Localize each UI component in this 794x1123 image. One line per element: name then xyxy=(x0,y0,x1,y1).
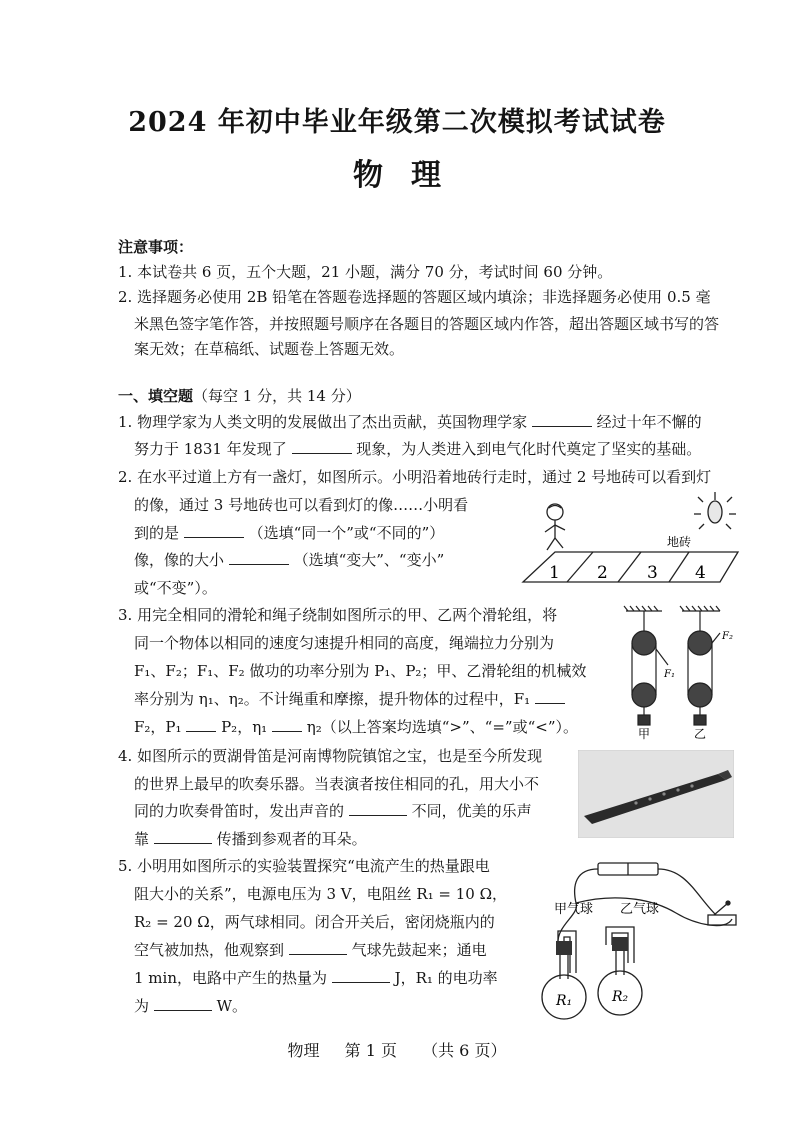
q4-line-2: 的世界上最早的吹奏乐器。当表演者按住相同的孔，用大小不 xyxy=(134,775,540,793)
q4-text: 不同，优美的乐声 xyxy=(411,802,532,820)
tile-number-1: 1 xyxy=(549,563,560,583)
q5-text: 气球先鼓起来；通电 xyxy=(351,941,487,959)
footer-subject: 物理 xyxy=(287,1041,320,1060)
note-item-2-end: 案无效；在草稿纸、试题卷上答题无效。 xyxy=(134,340,405,358)
q2-line-2: 的像，通过 3 号地砖也可以看到灯的像……小明看 xyxy=(134,496,469,514)
note-item-2-cont: 米黑色签字笔作答，并按照题号顺序在各题目的答题区域内作答，超出答题区域书写的答 xyxy=(134,315,720,333)
q3-text: P₂，η₁ xyxy=(221,718,268,736)
q2-blank-1[interactable] xyxy=(184,519,244,538)
q4-text: 同的力吹奏骨笛时，发出声音的 xyxy=(134,802,345,820)
footer-total-pages: （共 6 页） xyxy=(422,1041,507,1060)
q2-text: 到的是 xyxy=(134,524,180,542)
q5-text: W。 xyxy=(216,997,247,1015)
f2-label: F₂ xyxy=(722,631,733,642)
tile-number-4: 4 xyxy=(695,563,706,583)
note-item-1: 1. 本试卷共 6 页，五个大题，21 小题，满分 70 分，考试时间 60 分钟。 xyxy=(118,263,613,281)
q2-blank-2[interactable] xyxy=(229,546,289,565)
q3-line-5 xyxy=(134,713,578,742)
q4-line-1: 4. 如图所示的贾湖骨笛是河南博物院镇馆之宝，也是至今所发现 xyxy=(118,747,543,765)
q4-blank-1[interactable] xyxy=(349,797,407,816)
q4-text: 传播到参观者的耳朵。 xyxy=(216,830,367,848)
q1-line-1 xyxy=(118,408,702,437)
lamp-icon xyxy=(694,492,736,529)
q2-text: （选填“同一个”或“不同的”） xyxy=(248,524,445,542)
q1-text: 经过十年不懈的 xyxy=(596,413,702,431)
q2-text: （选填“变大”、“变小” xyxy=(293,551,445,569)
q5-line-3: R₂ = 20 Ω，两气球相同。闭合开关后，密闭烧瓶内的 xyxy=(134,913,495,931)
q3-pulley-figure xyxy=(620,605,740,740)
q3-text: F₂，P₁ xyxy=(134,718,182,736)
q3-line-4 xyxy=(134,685,565,714)
q3-blank-2[interactable] xyxy=(186,713,216,732)
q5-blank-1[interactable] xyxy=(289,936,347,955)
q3-line-1: 3. 用完全相同的滑轮和绳子绕制如图所示的甲、乙两个滑轮组，将 xyxy=(118,606,558,624)
q2-line-3 xyxy=(134,519,444,548)
boy-figure xyxy=(545,504,565,550)
q4-text: 靠 xyxy=(134,830,150,848)
f1-label: F₁ xyxy=(664,669,675,680)
bone-flute-photo xyxy=(578,750,734,838)
q1-blank-2[interactable] xyxy=(292,435,352,454)
tile-divider xyxy=(618,552,641,582)
q2-line-5: 或“不变”）。 xyxy=(134,579,217,597)
note-item-2: 2. 选择题务必使用 2B 铅笔在答题卷选择题的答题区域内填涂；非选择题务必使用 0.5 毫 xyxy=(118,288,711,306)
r2-label: R₂ xyxy=(612,989,629,1005)
q1-blank-1[interactable] xyxy=(532,408,592,427)
q3-line-3: F₁、F₂；F₁、F₂ 做功的功率分别为 P₁、P₂；甲、乙滑轮组的机械效 xyxy=(134,662,587,680)
q5-line-4 xyxy=(134,936,487,965)
q3-text: η₂（以上答案均选填“>”、“=”或“<”）。 xyxy=(306,718,578,736)
footer-page-number: 第 1 页 xyxy=(344,1041,397,1060)
q5-blank-2[interactable] xyxy=(332,964,390,983)
q5-line-5 xyxy=(134,964,498,993)
page-footer xyxy=(0,1038,794,1061)
jia-label: 甲 xyxy=(638,727,651,740)
q5-line-1: 5. 小明用如图所示的实验装置探究“电流产生的热量跟电 xyxy=(118,857,490,875)
section-score-note: （每空 1 分，共 14 分） xyxy=(193,387,361,405)
exam-title: 2024 年初中毕业年级第二次模拟考试试卷 xyxy=(128,107,666,138)
q3-line-2: 同一个物体以相同的速度匀速提升相同的高度，绳端拉力分别为 xyxy=(134,634,555,652)
q3-blank-3[interactable] xyxy=(272,713,302,732)
subject-title: 物理 xyxy=(353,158,469,193)
q3-text: 率分别为 η₁、η₂。不计绳重和摩擦，提升物体的过程中，F₁ xyxy=(134,690,531,708)
notes-heading: 注意事项： xyxy=(118,238,194,256)
section-title: 一、填空题 xyxy=(118,387,194,405)
yi-label: 乙 xyxy=(694,727,707,740)
q5-text: 1 min，电路中产生的热量为 xyxy=(134,969,327,987)
q1-text: 努力于 1831 年发现了 xyxy=(134,440,287,458)
q1-text: 现象，为人类进入到电气化时代奠定了坚实的基础。 xyxy=(356,440,702,458)
q5-blank-3[interactable] xyxy=(154,992,212,1011)
balloon-jia-label: 甲气球 xyxy=(554,902,594,917)
q2-floor-tiles-figure xyxy=(515,492,740,587)
floor-tile-label: 地砖 xyxy=(667,535,692,549)
q2-line-1: 2. 在水平过道上方有一盏灯，如图所示。小明沿着地砖行走时，通过 2 号地砖可以看到灯 xyxy=(118,468,712,486)
q5-circuit-figure xyxy=(536,855,746,1027)
q2-text: 像，像的大小 xyxy=(134,551,225,569)
r1-label: R₁ xyxy=(556,993,573,1009)
tile-number-2: 2 xyxy=(597,563,608,583)
q4-line-4 xyxy=(134,825,367,854)
tile-divider xyxy=(567,552,593,582)
tile-divider xyxy=(669,552,689,582)
tile-number-3: 3 xyxy=(647,563,658,583)
q5-text: 为 xyxy=(134,997,150,1015)
q1-line-2 xyxy=(134,435,701,464)
q5-line-2: 阻大小的关系”，电源电压为 3 V，电阻丝 R₁ = 10 Ω， xyxy=(134,885,508,903)
q4-blank-2[interactable] xyxy=(154,825,212,844)
q1-text: 1. 物理学家为人类文明的发展做出了杰出贡献，英国物理学家 xyxy=(118,413,528,431)
section-heading xyxy=(118,382,361,411)
q5-line-6 xyxy=(134,992,247,1021)
q5-text: J，R₁ 的电功率 xyxy=(394,969,498,987)
q4-line-3 xyxy=(134,797,532,826)
q2-line-4 xyxy=(134,546,444,575)
balloon-yi-label: 乙气球 xyxy=(620,902,660,917)
q5-text: 空气被加热，他观察到 xyxy=(134,941,285,959)
q3-blank-1[interactable] xyxy=(535,685,565,704)
